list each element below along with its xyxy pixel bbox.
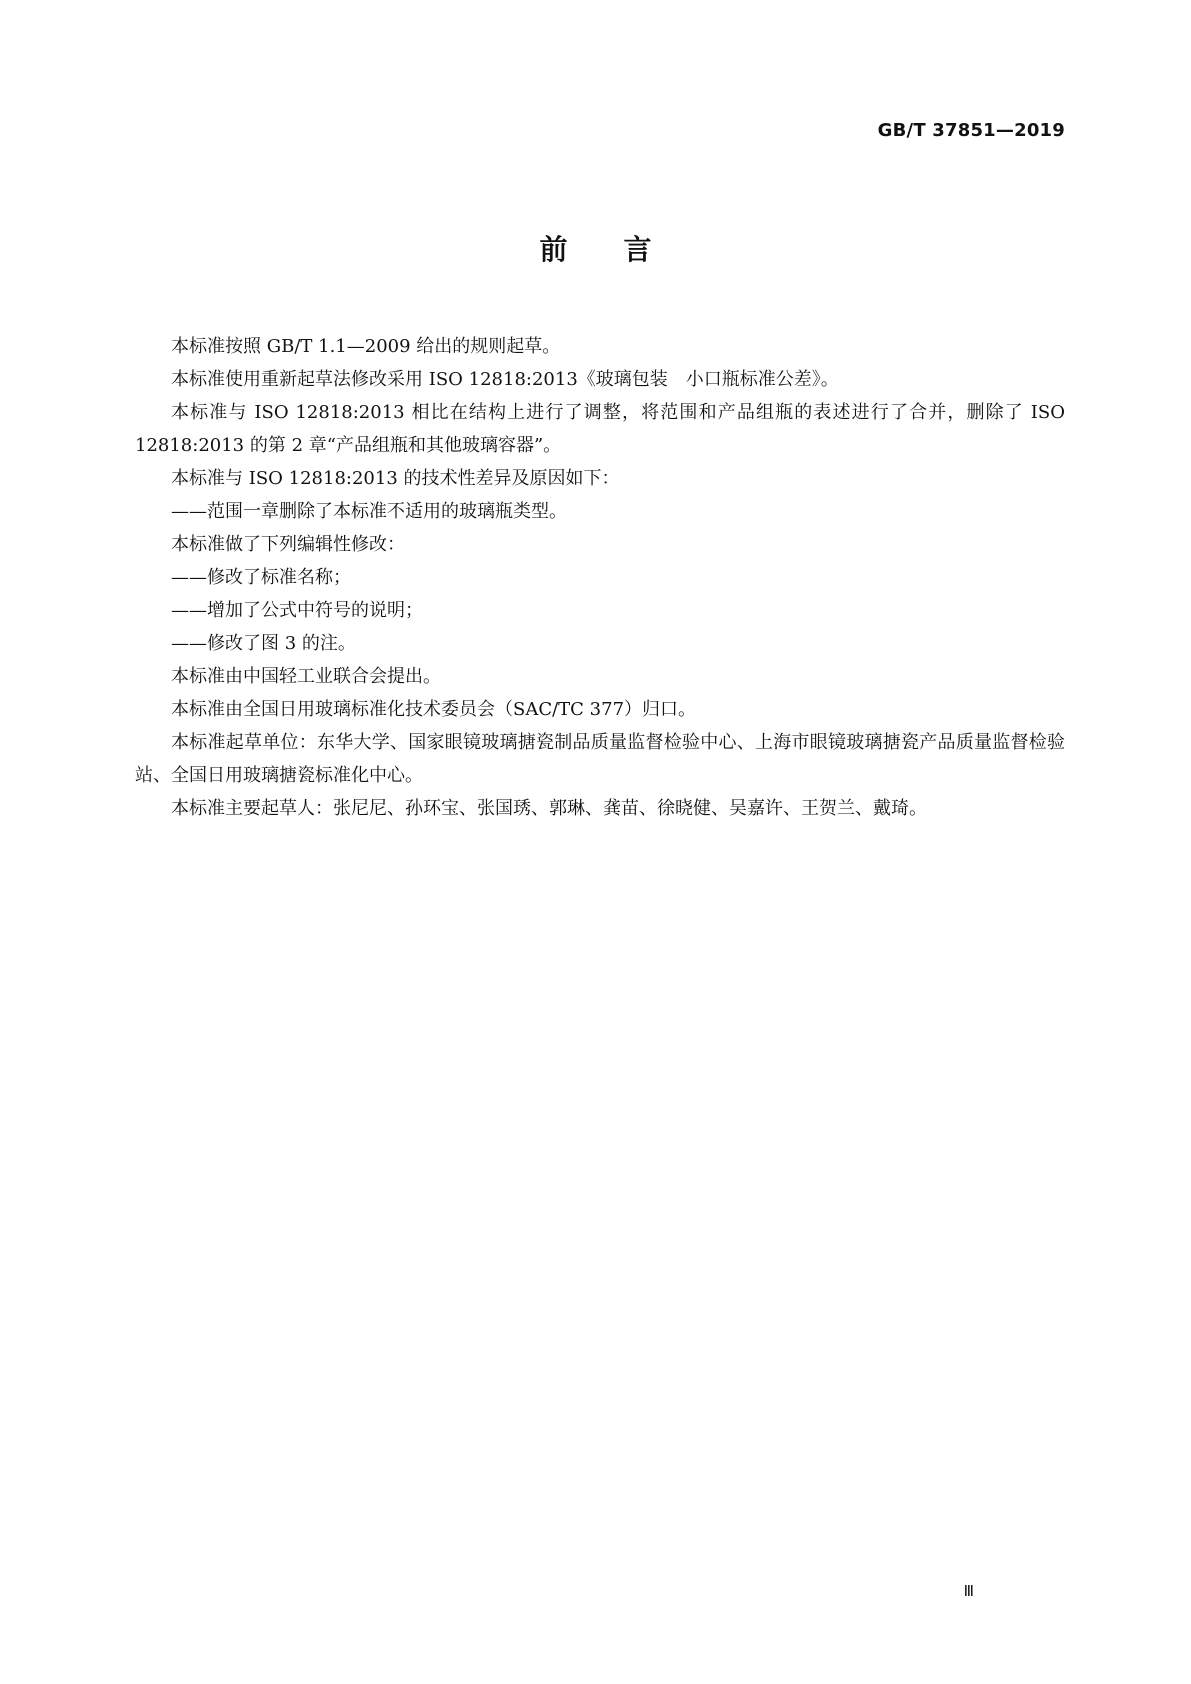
paragraph-drafting-rules: 本标准按照 GB/T 1.1—2009 给出的规则起草。 bbox=[171, 336, 561, 357]
list-item-technical-difference: ——范围一章删除了本标准不适用的玻璃瓶类型。 bbox=[171, 501, 567, 522]
paragraph-proposer: 本标准由中国轻工业联合会提出。 bbox=[171, 666, 441, 687]
paragraph-technical-committee: 本标准由全国日用玻璃标准化技术委员会（SAC/TC 377）归口。 bbox=[171, 699, 697, 720]
paragraph-adoption-method: 本标准使用重新起草法修改采用 ISO 12818:2013《玻璃包装 小口瓶标准公差》。 bbox=[171, 369, 839, 390]
list-item-editorial-change: ——修改了图 3 的注。 bbox=[171, 633, 356, 654]
paragraph-editorial-changes: 本标准做了下列编辑性修改： bbox=[171, 534, 405, 555]
page-number: Ⅲ bbox=[963, 1582, 973, 1600]
standard-code: GB/T 37851—2019 bbox=[877, 120, 1065, 141]
list-item-editorial-change: ——修改了标准名称； bbox=[171, 567, 351, 588]
paragraph-drafters: 本标准主要起草人：张尼尼、孙环宝、张国琇、郭琳、龚苗、徐晓健、吴嘉许、王贺兰、戴琦。 bbox=[171, 798, 927, 819]
foreword-body bbox=[135, 330, 1065, 825]
list-item-editorial-change: ——增加了公式中符号的说明； bbox=[171, 600, 423, 621]
paragraph-structure-changes: 本标准与 ISO 12818:2013 相比在结构上进行了调整，将范围和产品组瓶的表述进行了合并，删除了 ISO 12818:2013 的第 2 章“产品组瓶和其他玻璃容器”。 bbox=[135, 402, 1065, 456]
page-title: 前言 bbox=[539, 233, 708, 266]
paragraph-drafting-units: 本标准起草单位：东华大学、国家眼镜玻璃搪瓷制品质量监督检验中心、上海市眼镜玻璃搪瓷产品质量监督检验站、全国日用玻璃搪瓷标准化中心。 bbox=[135, 732, 1065, 786]
paragraph-technical-differences: 本标准与 ISO 12818:2013 的技术性差异及原因如下： bbox=[171, 468, 620, 489]
